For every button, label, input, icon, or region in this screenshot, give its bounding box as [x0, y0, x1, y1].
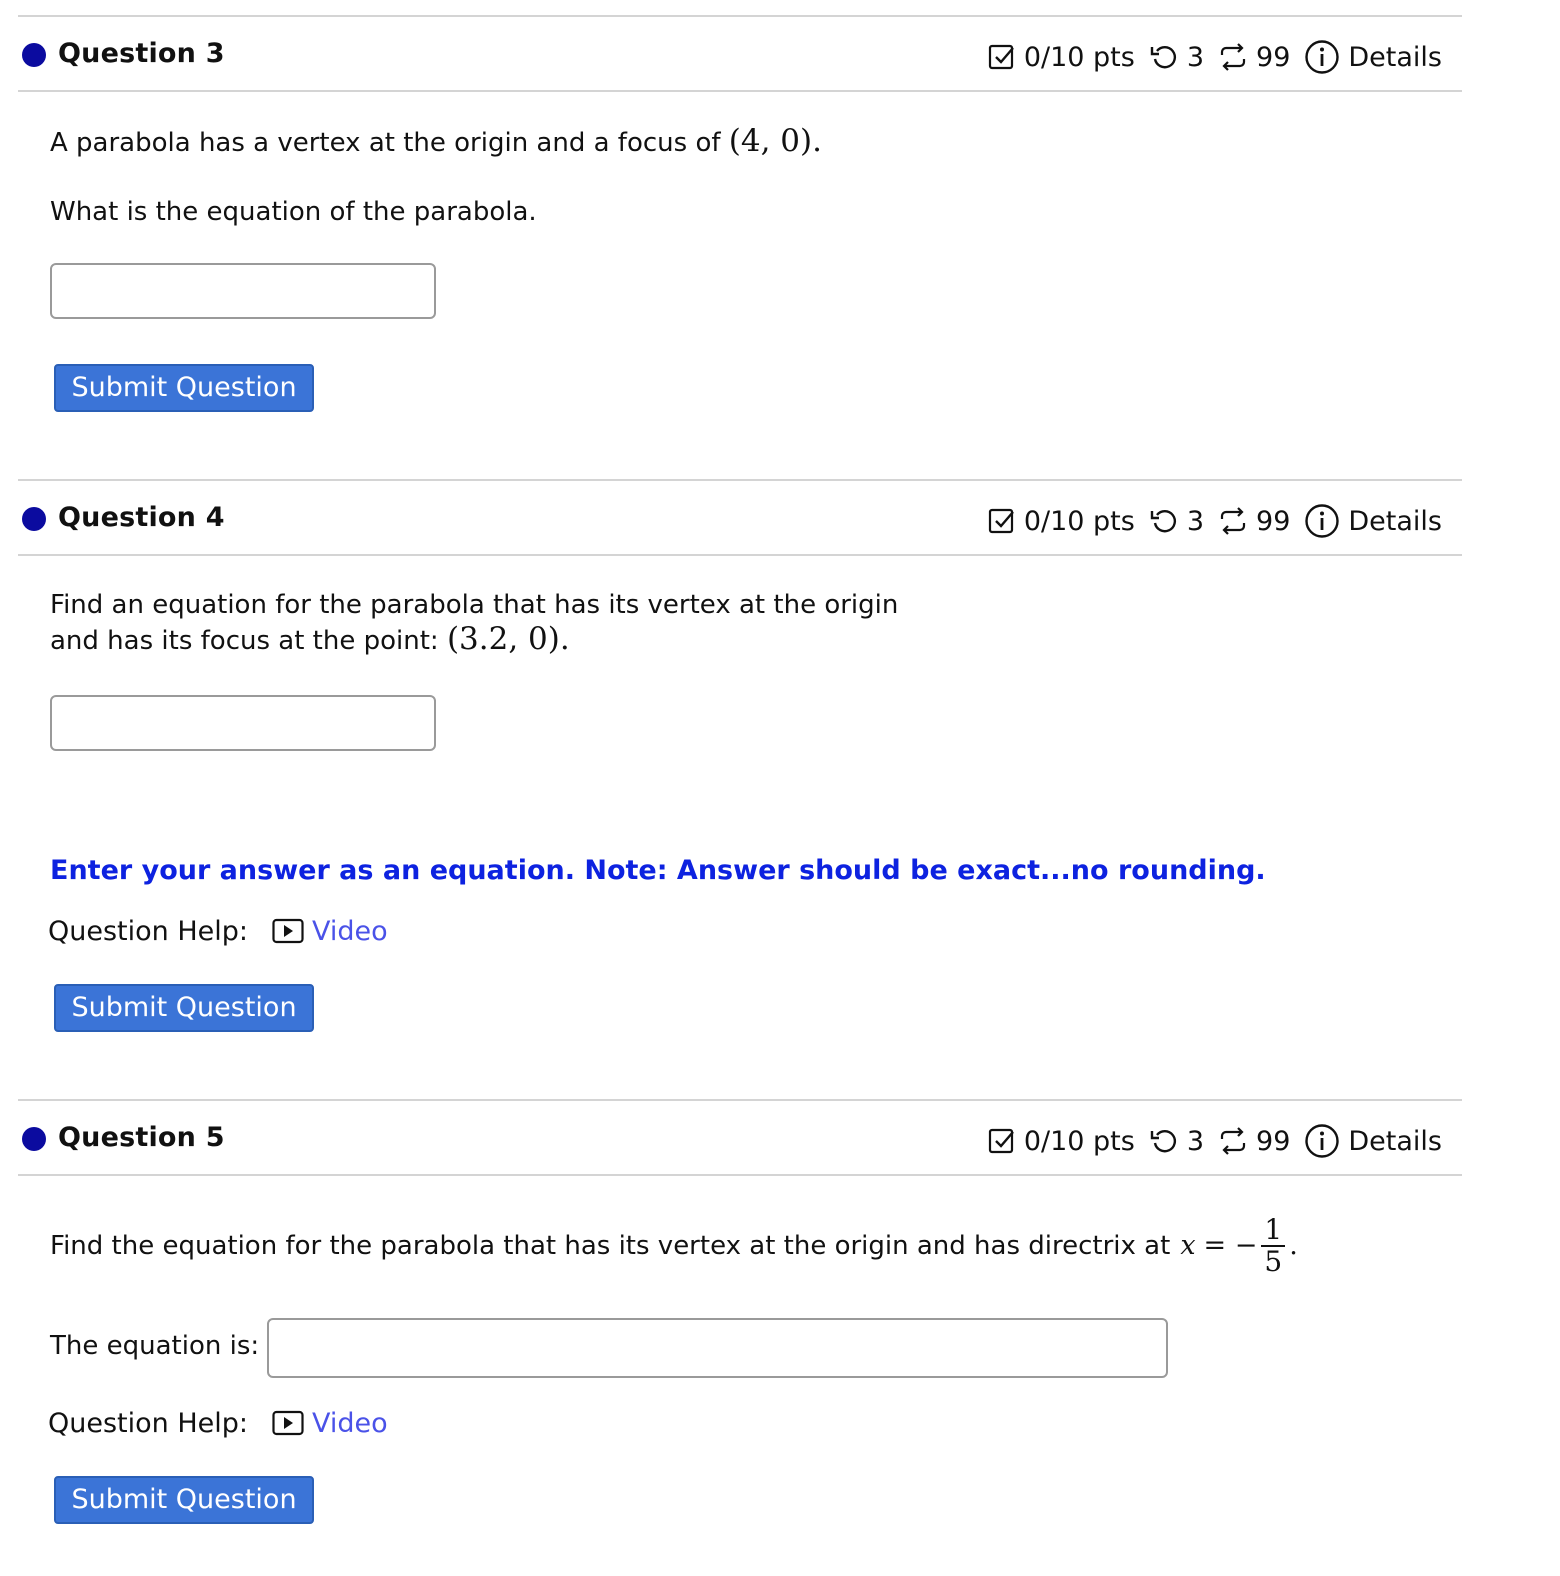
question-prompt-2: What is the equation of the parabola.: [50, 197, 537, 227]
details-link[interactable]: Details: [1348, 41, 1442, 73]
question-title: Question 4: [58, 502, 225, 533]
equation-input[interactable]: [267, 1318, 1168, 1378]
divider: [18, 15, 1462, 17]
help-label: Question Help:: [48, 915, 248, 947]
repeat-icon: [1218, 42, 1248, 72]
status-dot: [22, 43, 46, 67]
submit-question-button[interactable]: Submit Question: [54, 1476, 314, 1524]
math-variable: x: [1180, 1230, 1196, 1261]
answer-note: Enter your answer as an equation. Note: Answer should be exact...no rounding.: [50, 855, 1266, 886]
question-3-header: [18, 24, 1462, 84]
focus-point: (3.2, 0).: [446, 621, 570, 657]
status-dot: [22, 1127, 46, 1151]
divider: [18, 1099, 1462, 1101]
question-help: [48, 913, 388, 949]
info-icon[interactable]: [1304, 1123, 1340, 1159]
status-dot: [22, 507, 46, 531]
attempts-value: 99: [1256, 1125, 1291, 1157]
retry-icon: [1149, 507, 1179, 535]
question-title: Question 5: [58, 1122, 225, 1153]
checkbox-icon: [988, 1127, 1016, 1155]
retry-icon: [1149, 1127, 1179, 1155]
question-5-header: [18, 1108, 1462, 1168]
video-link[interactable]: [272, 1408, 388, 1439]
checkbox-icon: [988, 507, 1016, 535]
attempts-value: 99: [1256, 41, 1291, 73]
video-play-icon: [272, 918, 304, 944]
video-label[interactable]: Video: [312, 1407, 388, 1439]
checkbox-icon: [988, 43, 1016, 71]
question-help: [48, 1405, 388, 1441]
question-4-header: [18, 488, 1462, 548]
answer-label: The equation is:: [50, 1331, 260, 1361]
divider: [18, 554, 1462, 556]
retries-value: 3: [1186, 1125, 1205, 1157]
question-meta: [988, 40, 1442, 74]
focus-point: (4, 0).: [728, 123, 822, 159]
divider: [18, 90, 1462, 92]
info-icon[interactable]: [1304, 503, 1340, 539]
attempts-value: 99: [1256, 505, 1291, 537]
repeat-icon: [1218, 506, 1248, 536]
details-link[interactable]: Details: [1348, 1125, 1442, 1157]
points-value: 0/10 pts: [1023, 505, 1135, 537]
question-meta: [988, 504, 1442, 538]
answer-input[interactable]: [50, 263, 436, 319]
question-meta: [988, 1124, 1442, 1158]
question-prompt-2: [50, 622, 570, 658]
retries-value: 3: [1186, 41, 1205, 73]
divider: [18, 1174, 1462, 1176]
video-label[interactable]: Video: [312, 915, 388, 947]
answer-input[interactable]: [50, 695, 436, 751]
video-play-icon: [272, 1410, 304, 1436]
prompt-text: A parabola has a vertex at the origin and a focus of: [50, 128, 721, 158]
help-label: Question Help:: [48, 1407, 248, 1439]
repeat-icon: [1218, 1126, 1248, 1156]
math-period: .: [1289, 1230, 1298, 1261]
points-value: 0/10 pts: [1023, 1125, 1135, 1157]
submit-question-button[interactable]: Submit Question: [54, 984, 314, 1032]
fraction-denominator: 5: [1264, 1245, 1283, 1278]
question-prompt: Find an equation for the parabola that has its vertex at the origin: [50, 590, 899, 620]
fraction-numerator: 1: [1261, 1215, 1285, 1247]
details-link[interactable]: Details: [1348, 505, 1442, 537]
submit-question-button[interactable]: Submit Question: [54, 364, 314, 412]
question-prompt: [50, 124, 822, 160]
points-value: 0/10 pts: [1023, 41, 1135, 73]
question-title: Question 3: [58, 38, 225, 69]
math-equals: = −: [1203, 1230, 1258, 1261]
info-icon[interactable]: [1304, 39, 1340, 75]
video-link[interactable]: [272, 916, 388, 947]
prompt-text: Find the equation for the parabola that has its vertex at the origin and has directrix at: [50, 1231, 1171, 1261]
prompt-text: and has its focus at the point:: [50, 626, 439, 656]
directrix-fraction: [1261, 1215, 1285, 1277]
divider: [18, 479, 1462, 481]
question-prompt: [50, 1206, 1298, 1286]
retries-value: 3: [1186, 505, 1205, 537]
retry-icon: [1149, 43, 1179, 71]
